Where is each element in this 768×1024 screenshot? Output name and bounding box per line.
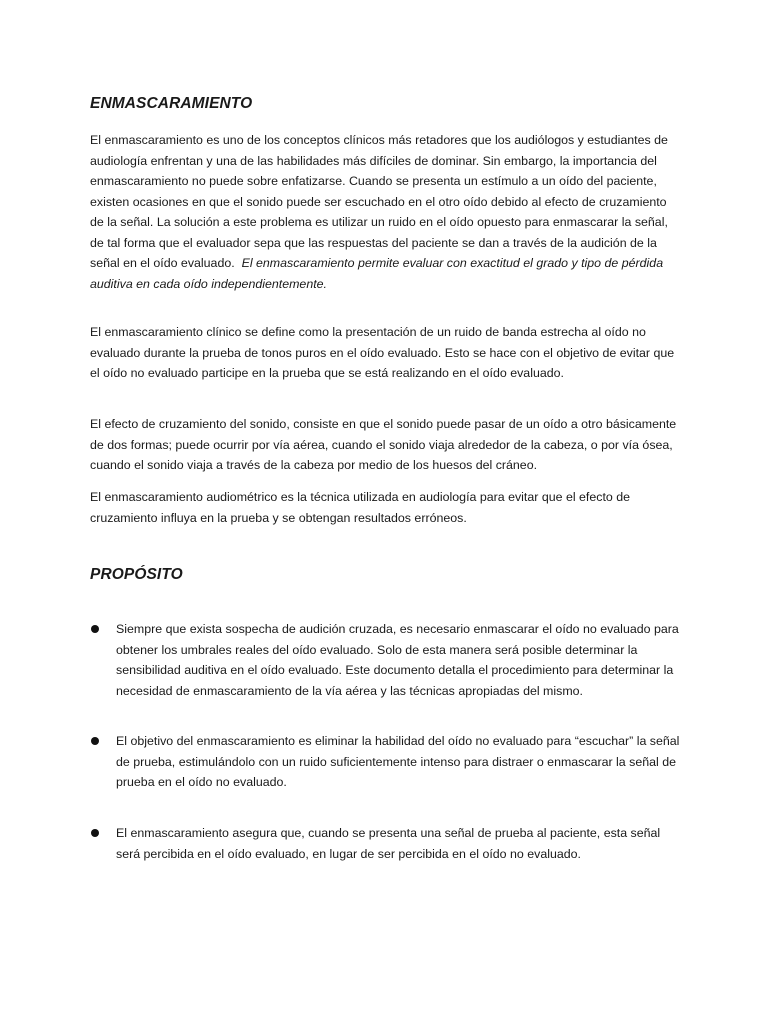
section-heading-enmascaramiento: ENMASCARAMIENTO	[90, 95, 253, 112]
crossover-paragraph	[90, 414, 680, 476]
crossover-text-3: , cuando el sonido viaja a través de la cabeza por medio de los huesos del cráneo.	[90, 437, 673, 472]
list-item-text: El objetivo del enmascaramiento es eliminar la habilidad del oído no evaluado para “escuchar” la señal de prueba, estimulándolo con un ruido suficientemente intenso para distraer o enmascarar la señal de prueba en el oído no evaluado.	[116, 734, 680, 789]
air-conduction-term: vía aérea	[273, 437, 325, 452]
intro-paragraph	[90, 130, 680, 294]
intro-paragraph-text: El enmascaramiento es uno de los conceptos clínicos más retadores que los audiólogos y estudiantes de audiología enfrentan y una de las habilidades más difíciles de dominar. Sin embargo, la importancia del enmascaramiento no puede sobre enfatizarse. Cuando se presenta un estímulo a un oído del paciente, existen ocasiones en que el sonido puede ser escuchado en el otro oído debido al efecto de cruzamiento de la señal. La solución a este problema es utilizar un ruido en el oído opuesto para enmascarar la señal, de tal forma que el evaluador sepa que las respuestas del paciente se dan a través de la audición de la señal en el oído evaluado.	[90, 133, 668, 270]
list-item-text: El enmascaramiento asegura que, cuando se presenta una señal de prueba al paciente, esta señal será percibida en el oído evaluado, en lugar de ser percibida en el oído no evaluado.	[116, 826, 661, 861]
bullet-dot-icon	[91, 737, 99, 745]
bone-conduction-term: vía ósea	[622, 437, 670, 452]
clinical-masking-paragraph: El enmascaramiento clínico se define como la presentación de un ruido de banda estrecha al oído no evaluado durante la prueba de tonos puros en el oído evaluado. Esto se hace con el objetivo de evitar que el oído no evaluado participe en la prueba que se está realizando en el oído evaluado.	[90, 325, 675, 380]
crossover-text-2: , cuando el sonido viaja alrededor de la cabeza, o por	[324, 437, 623, 452]
bullet-dot-icon	[91, 625, 99, 633]
section-heading-proposito: PROPÓSITO	[90, 566, 183, 583]
bullet-dot-icon	[91, 829, 99, 837]
crossover-text-1: , consiste en que el sonido puede pasar de un oído a otro básicamente de dos formas; puede ocurrir por	[90, 417, 677, 452]
list-item-text: Siempre que exista sospecha de audición cruzada, es necesario enmascarar el oído no evaluado para obtener los umbrales reales del oído evaluado. Solo de esta manera será posible determinar la sensibilidad auditiva en el oído evaluado. Este documento detalla el procedimiento para determinar la necesidad de enmascaramiento de la vía aérea y las técnicas apropiadas del mismo.	[116, 622, 679, 698]
audiometric-masking-paragraph: El enmascaramiento audiométrico es la técnica utilizada en audiología para evitar que el efecto de cruzamiento influya en la prueba y se obtengan resultados erróneos.	[90, 490, 631, 525]
crossover-term: El efecto de cruzamiento del sonido	[90, 417, 287, 431]
intro-paragraph-italic: El enmascaramiento permite evaluar con exactitud el grado y tipo de pérdida auditiva en cada oído independientemente.	[90, 256, 664, 291]
